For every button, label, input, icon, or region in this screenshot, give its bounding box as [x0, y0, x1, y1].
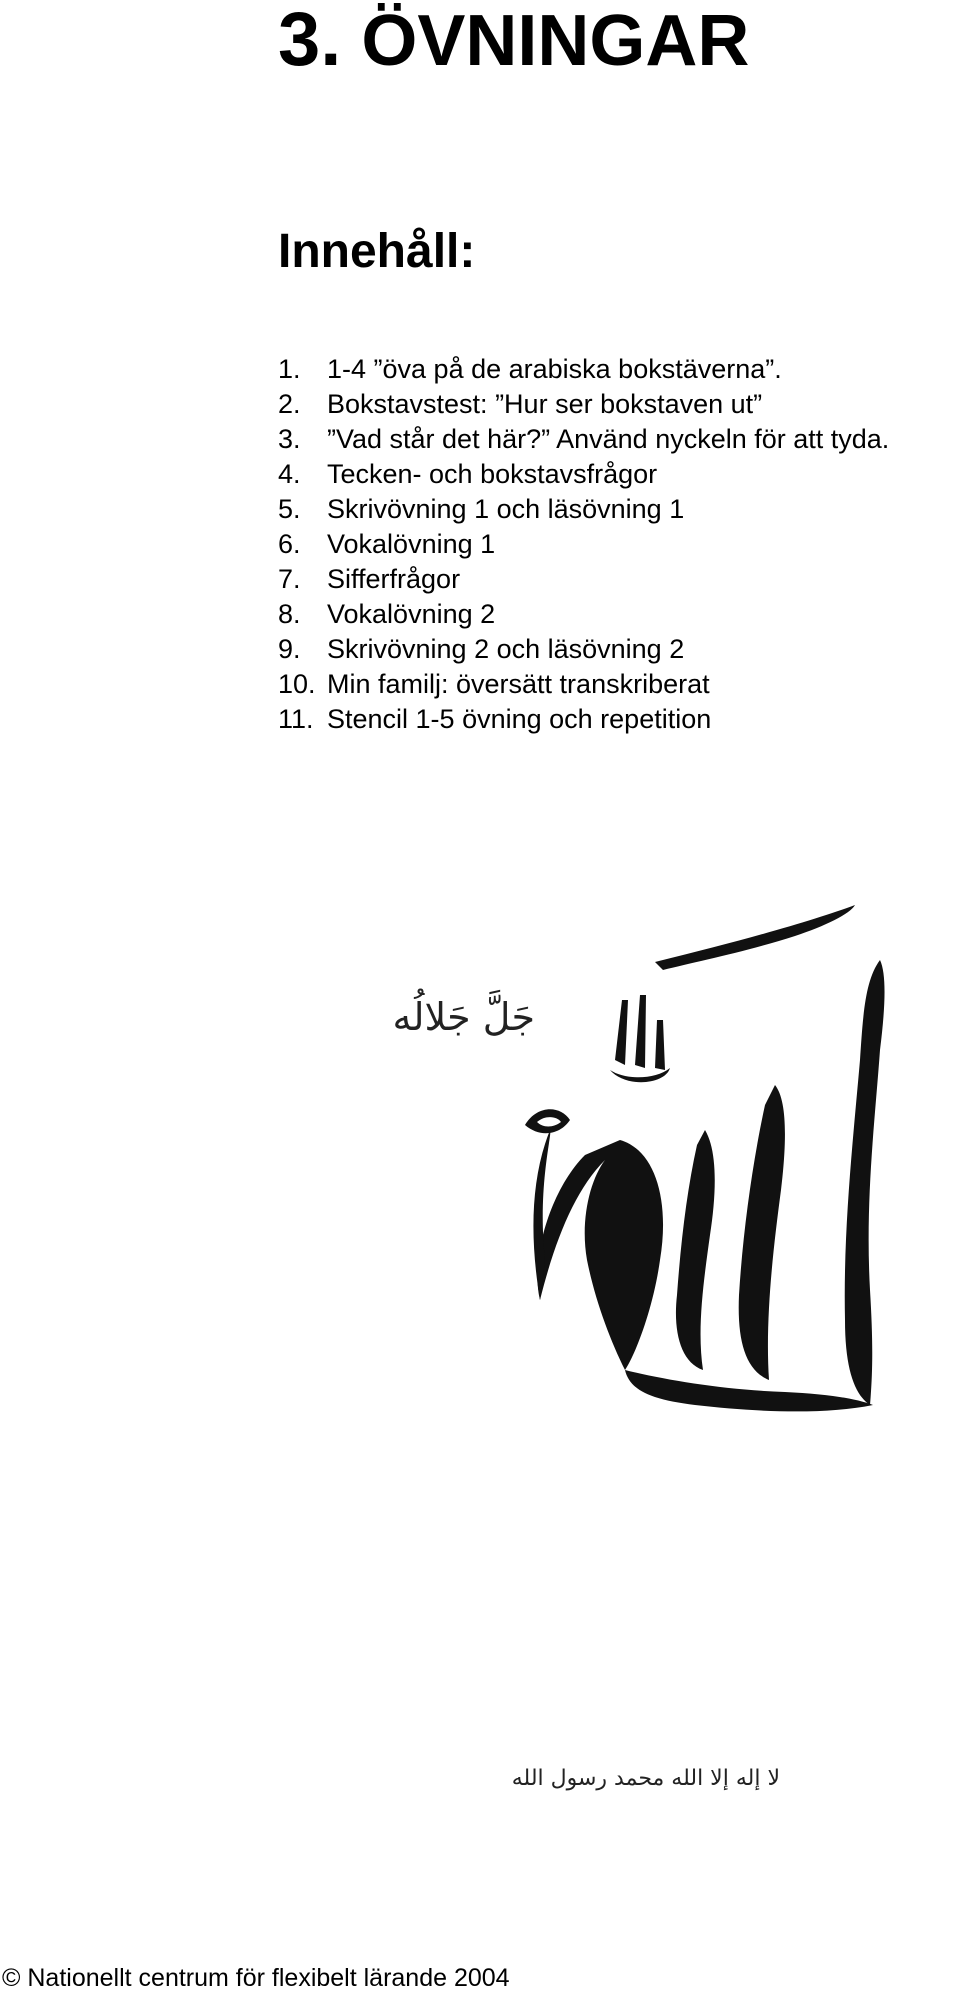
toc-item-number: 9. — [278, 634, 301, 664]
toc-item-text: Min familj: översätt transkriberat — [327, 669, 710, 699]
calligraphy-top-stroke — [655, 905, 855, 970]
toc-item — [278, 562, 889, 597]
toc-item-text: Tecken- och bokstavsfrågor — [327, 459, 658, 489]
toc-item — [278, 492, 889, 527]
toc-item-text: Bokstavstest: ”Hur ser bokstaven ut” — [327, 389, 763, 419]
toc-item-text: Skrivövning 1 och läsövning 1 — [327, 494, 685, 524]
calligraphy-lam-1 — [739, 1085, 785, 1380]
toc-item — [278, 387, 889, 422]
shahada-calligraphy — [490, 1745, 790, 1805]
toc-item-text: 1-4 ”öva på de arabiska bokstäverna”. — [327, 354, 782, 384]
toc-item-text: Vokalövning 1 — [327, 529, 496, 559]
toc-item-number: 5. — [278, 494, 301, 524]
toc-item-number: 7. — [278, 564, 301, 594]
calligraphy-small-lams — [610, 995, 670, 1082]
toc-item-number: 11. — [278, 704, 314, 734]
toc-item — [278, 702, 889, 737]
calligraphy-small-text: جَلَّ جَلالُه — [392, 995, 535, 1039]
toc-item — [278, 632, 889, 667]
toc-item-text: Sifferfrågor — [327, 564, 461, 594]
calligraphy-alif — [845, 960, 885, 1405]
toc-item-text: Stencil 1-5 övning och repetition — [327, 704, 712, 734]
calligraphy-tail — [533, 1130, 550, 1300]
copyright-footer: © Nationellt centrum för flexibelt lärande 2004 — [2, 1964, 510, 1992]
toc-item-number: 3. — [278, 424, 301, 454]
toc-item — [278, 527, 889, 562]
calligraphy-base — [625, 1370, 873, 1411]
toc-item — [278, 422, 889, 457]
toc-item-text: Vokalövning 2 — [327, 599, 496, 629]
toc-item-number: 10. — [278, 669, 316, 699]
toc-item — [278, 597, 889, 632]
toc-item-number: 2. — [278, 389, 301, 419]
calligraphy-ha — [537, 1140, 663, 1370]
allah-calligraphy-image — [325, 900, 925, 1460]
contents-heading: Innehåll: — [278, 225, 476, 278]
toc-item-number: 1. — [278, 354, 301, 384]
shahada-text: لا إله إلا الله محمد رسول الله — [511, 1766, 780, 1791]
calligraphy-lam-2 — [676, 1130, 715, 1370]
toc-item — [278, 457, 889, 492]
toc-item — [278, 352, 889, 387]
calligraphy-small-ha — [525, 1109, 570, 1133]
toc-item-text: Skrivövning 2 och läsövning 2 — [327, 634, 685, 664]
toc-item-text: ”Vad står det här?” Använd nyckeln för att tyda. — [327, 424, 890, 454]
page-title-text: ÖVNINGAR — [361, 1, 750, 81]
toc-item-number: 4. — [278, 459, 301, 489]
toc-item-number: 8. — [278, 599, 301, 629]
table-of-contents — [278, 352, 889, 737]
page-title — [278, 0, 750, 82]
page-title-number: 3. — [278, 0, 342, 82]
toc-item — [278, 667, 889, 702]
toc-item-number: 6. — [278, 529, 301, 559]
